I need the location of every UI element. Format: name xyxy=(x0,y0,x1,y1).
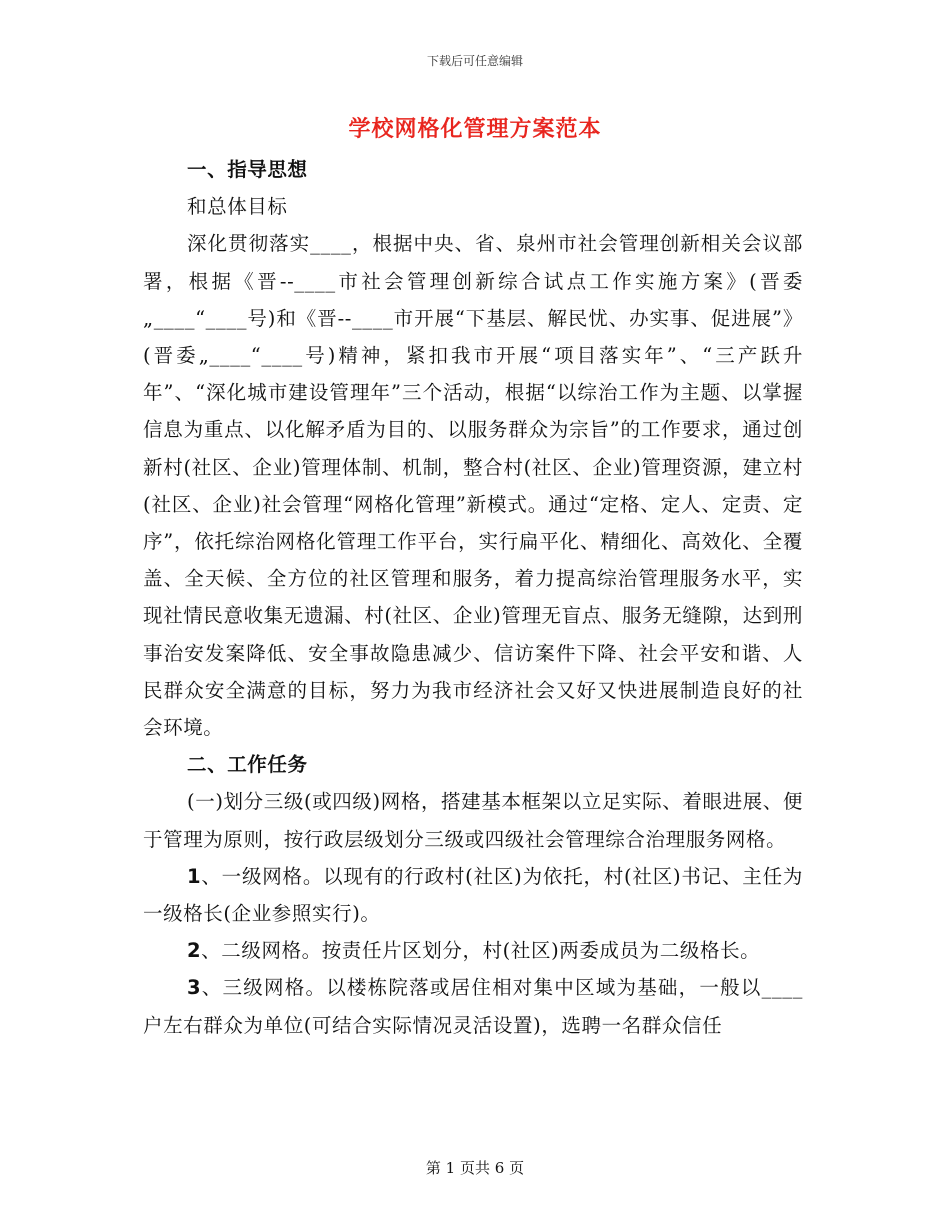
section-heading-work-tasks: 二、工作任务 xyxy=(187,753,308,777)
section-subheading: 和总体目标 xyxy=(187,195,288,219)
list-item xyxy=(143,858,803,932)
list-item-number: 3 xyxy=(187,976,202,1000)
list-item-text: 、二级网格。按责任片区划分，村(社区)两委成员为二级格长。 xyxy=(201,939,761,963)
list-item-text: 、三级网格。以楼栋院落或居住相对集中区域为基础，一般以____户左右群众为单位(可结合实际情况灵活设置)，选聘一名群众信任 xyxy=(143,976,803,1037)
document-title: 学校网格化管理方案范本 xyxy=(348,116,602,142)
page-footer: 第 1 页共 6 页 xyxy=(425,1159,525,1177)
list-item-number: 1 xyxy=(187,864,202,888)
list-item-number: 2 xyxy=(187,939,202,963)
paragraph: 深化贯彻落实____，根据中央、省、泉州市社会管理创新相关会议部署，根据《晋--____市社会管理创新综合试点工作实施方案》(晋委„____“____号)和《晋--____市开展“下基层、解民忧、办实事、促进展”》(晋委„____“____号)精神，紧扣我市开展“项目落实年”、“三产跃升年”、“深化城市建设管理年”三个活动，根据“以综治工作为主题、以掌握信息为重点、以化解矛盾为目的、以服务群众为宗旨”的工作要求，通过创新村(社区、企业)管理体制、机制，整合村(社区、企业)管理资源，建立村(社区、企业)社会管理“网格化管理”新模式。通过“定格、定人、定责、定序”，依托综治网格化管理工作平台，实行扁平化、精细化、高效化、全覆盖、全天候、全方位的社区管理和服务，着力提高综治管理服务水平，实现社情民意收集无遗漏、村(社区、企业)管理无盲点、服务无缝隙，达到刑事治安发案降低、安全事故隐患减少、信访案件下降、社会平安和谐、人民群众安全满意的目标，努力为我市经济社会又好又快进展制造良好的社会环境。 xyxy=(143,232,803,740)
list-item-text: 、一级网格。以现有的行政村(社区)为依托，村(社区)书记、主任为一级格长(企业参照实行)。 xyxy=(143,864,803,926)
list-item xyxy=(143,932,803,969)
list-item xyxy=(143,969,803,1043)
paragraph: (一)划分三级(或四级)网格，搭建基本框架以立足实际、着眼进展、便于管理为原则，按行政层级划分三级或四级社会管理综合治理服务网格。 xyxy=(143,790,803,851)
header-note: 下载后可任意编辑 xyxy=(426,54,523,68)
section-heading-guiding-ideology: 一、指导思想 xyxy=(187,158,308,181)
document-body xyxy=(143,151,803,1044)
